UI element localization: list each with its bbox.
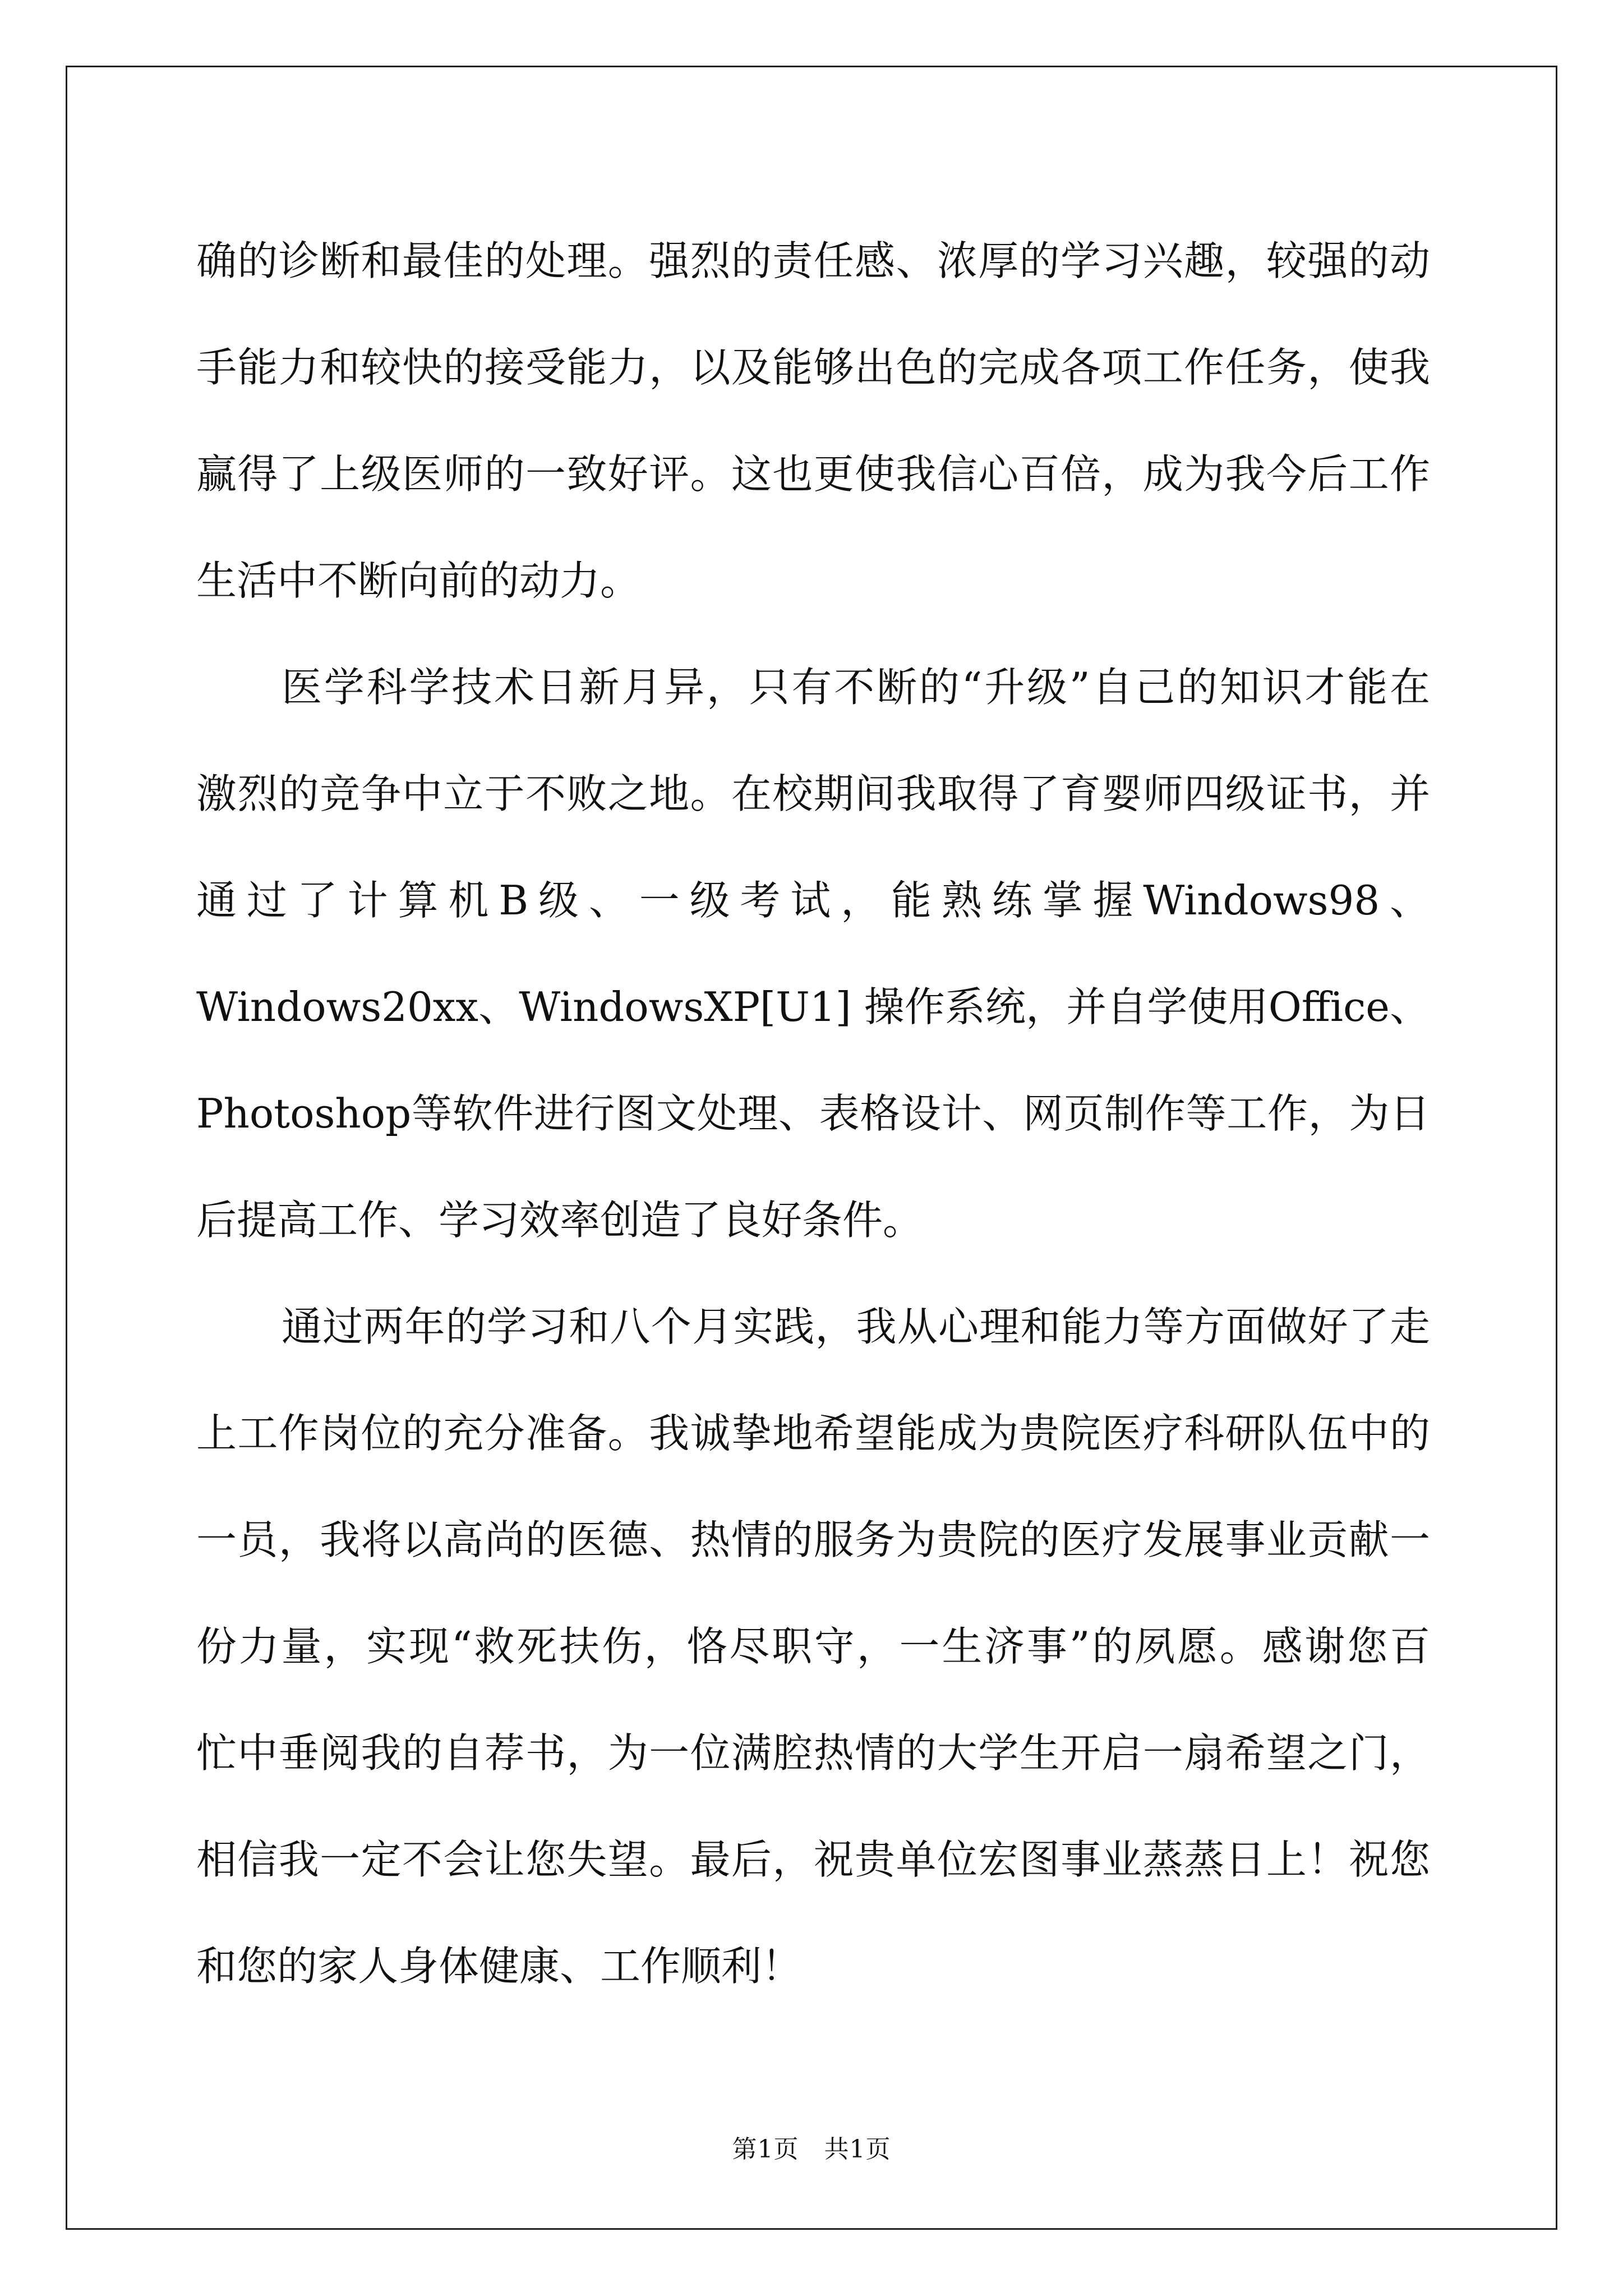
text-line: Windows20xx、WindowsXP[U1] 操作系统，并自学使用Office、 xyxy=(196,983,1430,1030)
text-line: 手能力和较快的接受能力，以及能够出色的完成各项工作任务，使我 xyxy=(196,344,1430,391)
text-line: 份力量，实现“救死扶伤，恪尽职守，一生济事”的夙愿。感谢您百 xyxy=(196,1623,1430,1670)
document-body xyxy=(196,208,1430,2019)
text-line: 一员，我将以高尚的医德、热情的服务为贵院的医疗发展事业贡献一 xyxy=(196,1516,1430,1563)
text-line: 后提高工作、学习效率创造了良好条件。 xyxy=(196,1197,924,1244)
text-line: 赢得了上级医师的一致好评。这也更使我信心百倍，成为我今后工作 xyxy=(196,450,1430,498)
text-line: 通过两年的学习和八个月实践，我从心理和能力等方面做好了走 xyxy=(282,1303,1430,1350)
page-number-footer: 第1页 共1页 xyxy=(732,2135,891,2164)
text-line: 激烈的竞争中立于不败之地。在校期间我取得了育婴师四级证书，并 xyxy=(196,770,1430,817)
text-line: 上工作岗位的充分准备。我诚挚地希望能成为贵院医疗科研队伍中的 xyxy=(196,1410,1430,1457)
text-line: 忙中垂阅我的自荐书，为一位满腔热情的大学生开启一扇希望之门， xyxy=(196,1729,1430,1777)
text-line: 通过了计算机B级、一级考试，能熟练掌握Windows98、 xyxy=(196,877,1430,924)
text-line: 生活中不断向前的动力。 xyxy=(196,557,641,604)
text-line: Photoshop等软件进行图文处理、表格设计、网页制作等工作，为日 xyxy=(196,1090,1430,1137)
text-line: 和您的家人身体健康、工作顺利！ xyxy=(196,1943,803,1990)
text-line: 确的诊断和最佳的处理。强烈的责任感、浓厚的学习兴趣，较强的动 xyxy=(196,237,1430,284)
text-line: 医学科学技术日新月异，只有不断的“升级”自己的知识才能在 xyxy=(282,664,1430,711)
text-line: 相信我一定不会让您失望。最后，祝贵单位宏图事业蒸蒸日上！祝您 xyxy=(196,1836,1430,1883)
